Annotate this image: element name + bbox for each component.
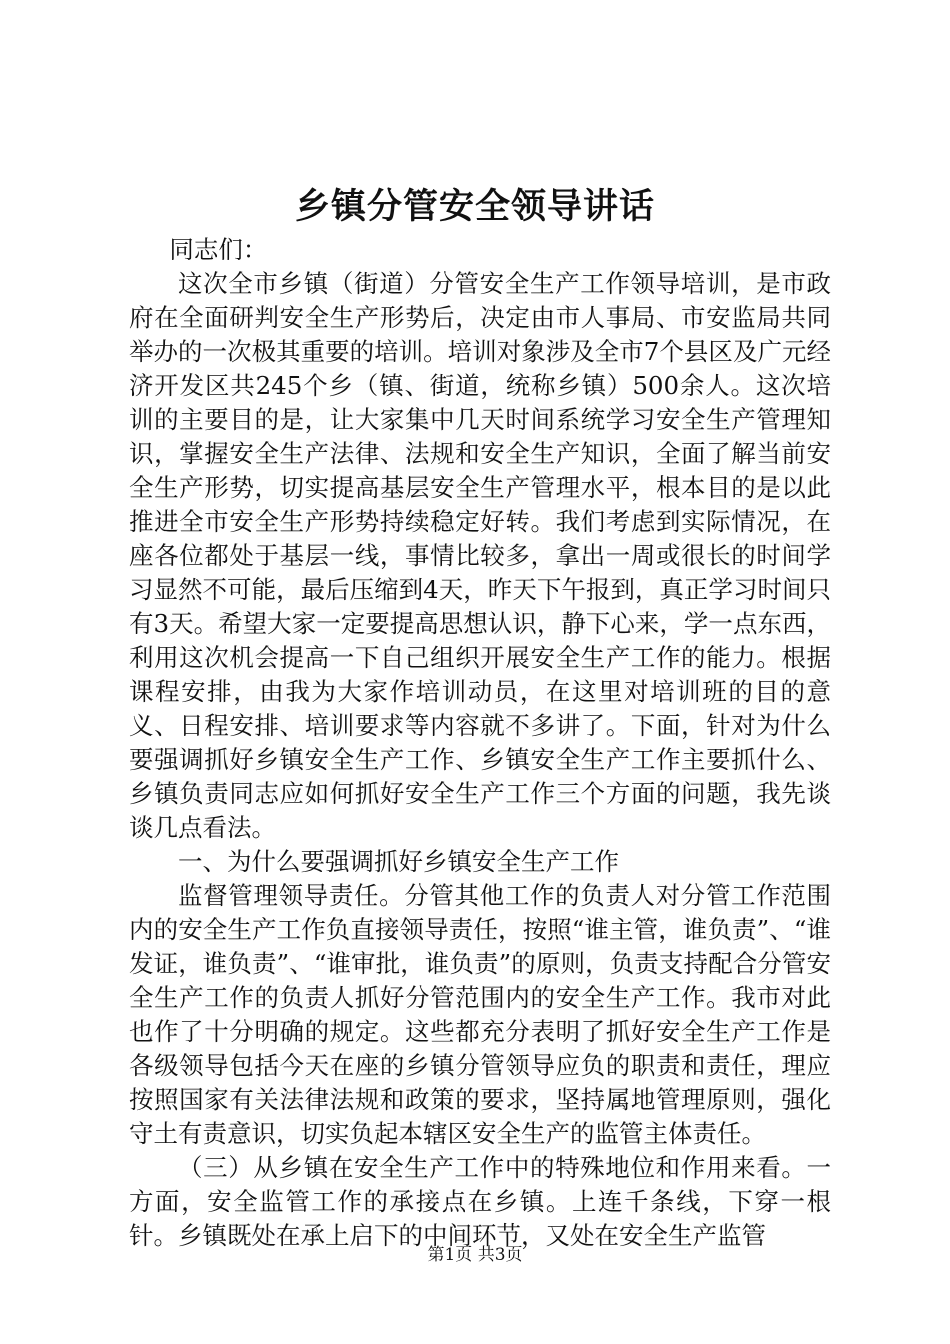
paragraph-responsibility: 监督管理领导责任。分管其他工作的负责人对分管工作范围内的安全生产工作负直接领导责任，按照“谁主管，谁负责”、“谁发证，谁负责”、“谁审批，谁负责”的原则，负责支持配合分管安全生产工作的负责人抓好分管范围内的安全生产工作。我市对此也作了十分明确的规定。这些都充分表明了抓好安全生产工作是各级领导包括今天在座的乡镇分管领导应负的职责和责任，理应按照国家有关法律法规和政策的要求，坚持属地管理原则，强化守土有责意识，切实负起本辖区安全生产的监管主体责任。 bbox=[129, 881, 831, 1148]
page-number-footer: 第1页 共3页 bbox=[427, 1245, 523, 1265]
document-title: 乡镇分管安全领导讲话 bbox=[294, 186, 655, 227]
paragraph-intro: 这次全市乡镇（街道）分管安全生产工作领导培训，是市政府在全面研判安全生产形势后，决定由市人事局、市安监局共同举办的一次极其重要的培训。培训对象涉及全市7个县区及广元经济开发区共245个乡（镇、街道，统称乡镇）500余人。这次培训的主要目的是，让大家集中几天时间系统学习安全生产管理知识，掌握安全生产法律、法规和安全生产知识，全面了解当前安全生产形势，切实提高基层安全生产管理水平，根本目的是以此推进全市安全生产形势持续稳定好转。我们考虑到实际情况，在座各位都处于基层一线，事情比较多，拿出一周或很长的时间学习显然不可能，最后压缩到4天，昨天下午报到，真正学习时间只有3天。希望大家一定要提高思想认识，静下心来，学一点东西，利用这次机会提高一下自己组织开展安全生产工作的能力。根据课程安排，由我为大家作培训动员，在这里对培训班的目的意义、日程安排、培训要求等内容就不多讲了。下面，针对为什么要强调抓好乡镇安全生产工作、乡镇安全生产工作主要抓什么、乡镇负责同志应如何抓好安全生产工作三个方面的问题，我先谈谈几点看法。 bbox=[129, 269, 831, 842]
section-heading: 一、为什么要强调抓好乡镇安全生产工作 bbox=[178, 847, 619, 876]
salutation: 同志们： bbox=[169, 235, 268, 264]
paragraph-subsection-three: （三）从乡镇在安全生产工作中的特殊地位和作用来看。一方面，安全监管工作的承接点在乡镇。上连千条线，下穿一根针。乡镇既处在承上启下的中间环节，又处在安全生产监管 bbox=[129, 1153, 831, 1250]
document-body bbox=[129, 233, 831, 1253]
